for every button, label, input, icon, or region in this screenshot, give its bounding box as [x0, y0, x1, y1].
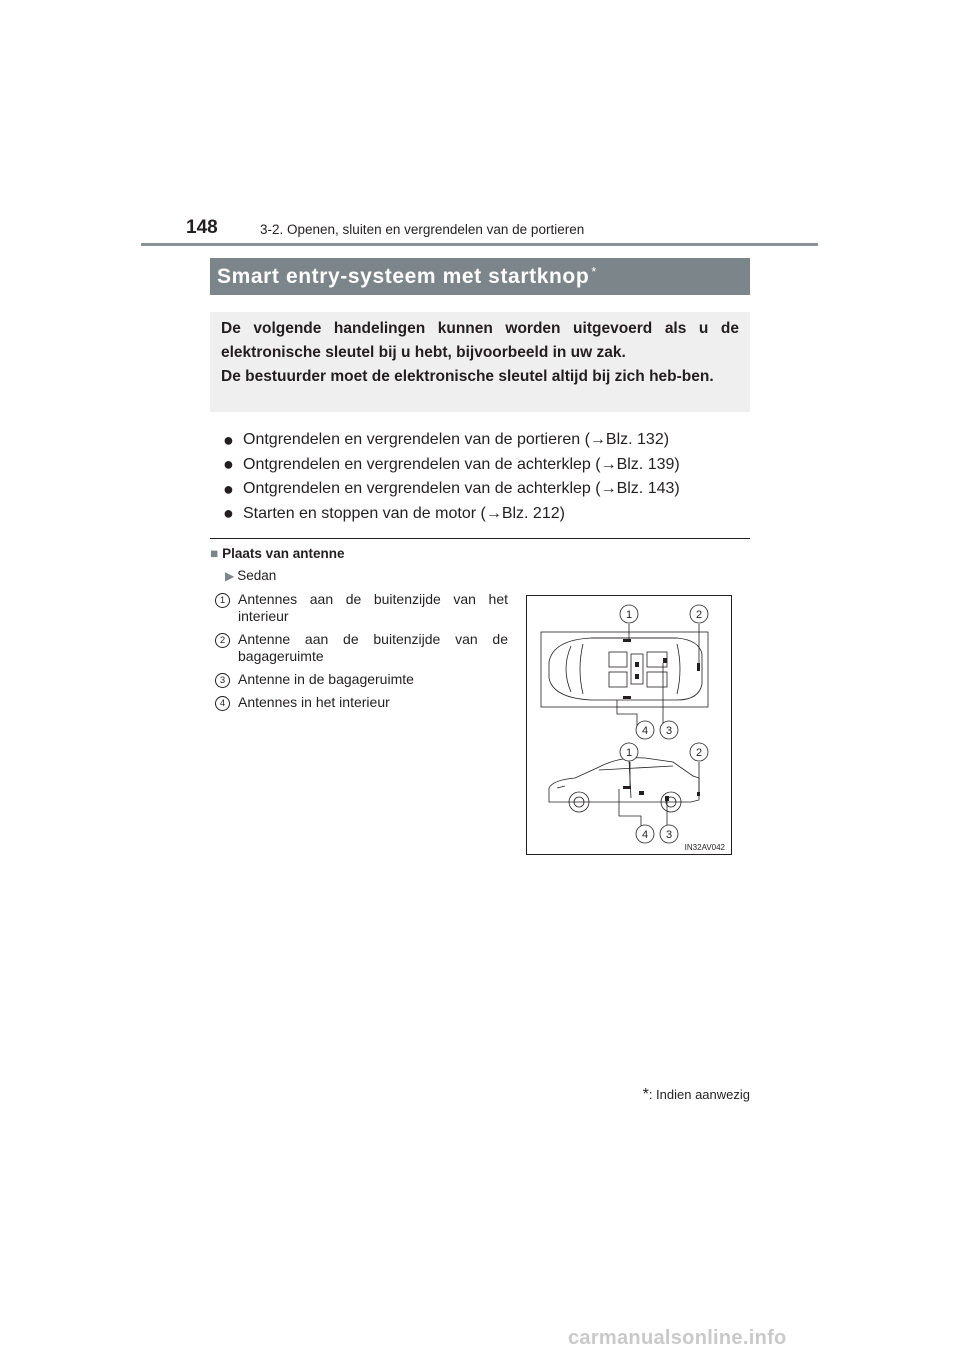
callout-top-3: 3 — [665, 725, 673, 737]
bullet-icon: ● — [223, 429, 234, 450]
callout-side-1: 1 — [625, 747, 633, 759]
model-heading: ▶ Sedan — [225, 568, 277, 583]
callout-number: 4 — [215, 696, 230, 711]
bullet-icon: ● — [223, 454, 234, 475]
footnote: *: Indien aanwezig — [642, 1086, 750, 1103]
antenna-location-diagram — [526, 595, 732, 855]
legend-item: 2 Antenne aan de buitenzijde van de bagageruimte — [215, 631, 508, 665]
optional-star-icon: * — [591, 264, 597, 279]
list-item: ● Ontgrendelen en vergrendelen van de achterklep (→Blz. 143) — [223, 478, 680, 499]
callout-side-4: 4 — [641, 829, 649, 841]
legend-item: 1 Antennes aan de buitenzijde van het interieur — [215, 591, 508, 625]
bullet-icon: ● — [223, 503, 234, 524]
bullet-icon: ● — [223, 478, 234, 499]
list-item: ● Ontgrendelen en vergrendelen van de portieren (→Blz. 132) — [223, 429, 670, 450]
intro-box — [210, 312, 750, 412]
legend-item: 3 Antenne in de bagageruimte — [215, 671, 508, 688]
legend-item: 4 Antennes in het interieur — [215, 694, 508, 711]
subsection-heading: ■ Plaats van antenne — [210, 546, 345, 561]
triangle-marker-icon: ▶ — [225, 569, 235, 583]
operations-list — [223, 428, 750, 526]
watermark: carmanualsonline.info — [568, 1327, 787, 1349]
page-number: 148 — [186, 217, 218, 238]
square-marker-icon: ■ — [210, 546, 219, 561]
list-item: ● Starten en stoppen van de motor (→Blz. 212) — [223, 503, 565, 524]
intro-line-2: De bestuurder moet de elektronische sleutel altijd bij zich heb-ben. — [221, 368, 714, 385]
footnote-star-icon: * — [642, 1086, 649, 1103]
callout-top-1: 1 — [625, 609, 633, 621]
callout-number: 3 — [215, 673, 230, 688]
list-item: ● Ontgrendelen en vergrendelen van de achterklep (→Blz. 139) — [223, 454, 680, 475]
callout-top-4: 4 — [641, 725, 649, 737]
intro-line-1: De volgende handelingen kunnen worden uitgevoerd als u de elektronische sleutel bij u hebt, bijvoorbeeld in uw zak. — [221, 320, 739, 361]
top-antenna-markers — [623, 639, 700, 699]
section-title: Smart entry-systeem met startknop — [217, 264, 590, 288]
callout-top-2: 2 — [695, 609, 703, 621]
car-side-view — [549, 758, 699, 812]
callout-side-3: 3 — [665, 829, 673, 841]
chapter-title: 3-2. Openen, sluiten en vergrendelen van de portieren — [260, 222, 585, 237]
antenna-legend — [215, 591, 508, 717]
callout-circles — [620, 605, 708, 843]
callout-number: 2 — [215, 633, 230, 648]
diagram-code: IN32AV042 — [684, 843, 725, 852]
section-title-bar — [210, 258, 750, 295]
callout-side-2: 2 — [695, 747, 703, 759]
callout-number: 1 — [215, 593, 230, 608]
car-top-view — [541, 632, 708, 707]
header-divider — [141, 243, 818, 246]
car-diagram-svg — [527, 596, 731, 854]
section-divider — [210, 538, 750, 539]
